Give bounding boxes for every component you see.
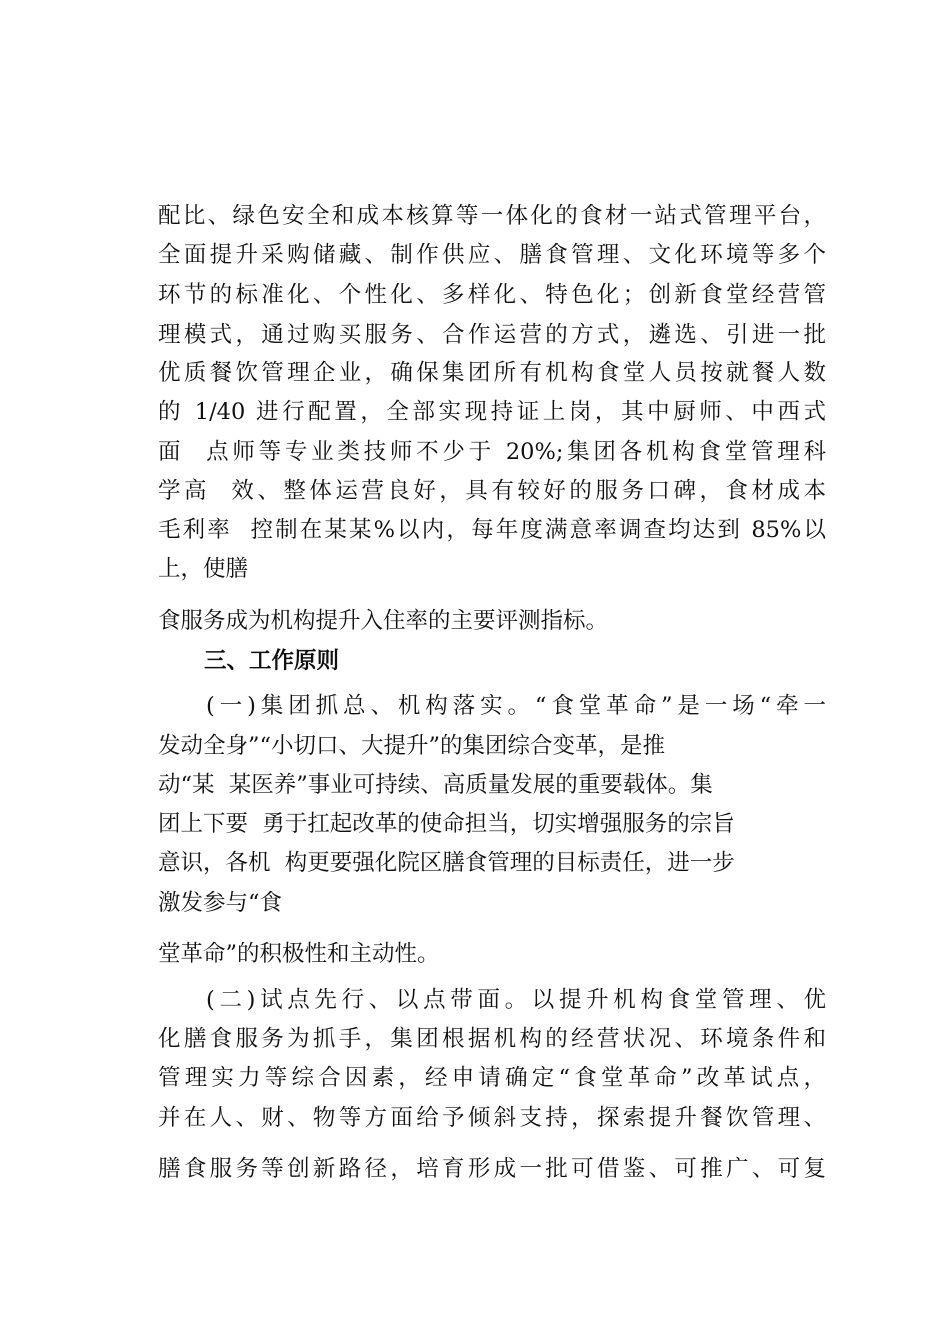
body-text-line: 环节的标准化、个性化、多样化、特色化；创新食堂经营管 [158, 282, 826, 308]
body-text-line: 食服务成为机构提升入住率的主要评测指标。 [158, 608, 609, 634]
body-text-line: 优质餐饮管理企业，确保集团所有机构食堂人员按就餐人数 [158, 360, 826, 386]
body-text-line: 学高 效、整体运营良好，具有较好的服务口碑，食材成本 [158, 478, 826, 504]
body-text-line: 毛利率 控制在某某%以内，每年度满意率调查均达到 85%以 [158, 517, 826, 543]
body-text-line: 动“某 某医养”事业可持续、高质量发展的重要载体。集 [158, 772, 713, 798]
body-text-line: 并在人、财、物等方面给予倾斜支持，探索提升餐饮管理、 [158, 1105, 826, 1131]
body-text-line: 理模式，通过购买服务、合作运营的方式，遴选、引进一批 [158, 322, 826, 348]
body-text-line: 激发参与“食 [158, 890, 283, 916]
body-text-line: 化膳食服务为抓手，集团根据机构的经营状况、环境条件和 [158, 1026, 826, 1052]
body-text-line: 团上下要 勇于扛起改革的使命担当，切实增强服务的宗旨 [158, 811, 735, 837]
body-text-line: 配比、绿色安全和成本核算等一体化的食材一站式管理平台， [158, 203, 826, 229]
body-text-line: 意识，各机 构更要强化院区膳食管理的目标责任，进一步 [158, 850, 735, 876]
body-text-line: 的 1/40 进行配置，全部实现持证上岗，其中厨师、中西式 [158, 399, 826, 425]
body-text-line: 面 点师等专业类技师不少于 20%;集团各机构食堂管理科 [158, 439, 826, 465]
body-text-line: 全面提升采购储藏、制作供应、膳食管理、文化环境等多个 [158, 242, 826, 268]
body-text-line: 上，使膳 [158, 556, 249, 582]
body-text-line: (二)试点先行、以点带面。以提升机构食堂管理、优 [206, 987, 826, 1013]
body-text-line: 管理实力等综合因素，经申请确定“食堂革命”改革试点， [158, 1065, 826, 1091]
body-text-line: (一)集团抓总、机构落实。“食堂革命”是一场“牵一 [206, 693, 826, 719]
section-heading: 三、工作原则 [204, 648, 340, 674]
body-text-line: 膳食服务等创新路径，培育形成一批可借鉴、可推广、可复 [158, 1156, 826, 1182]
body-text-line: 堂革命”的积极性和主动性。 [158, 941, 440, 967]
body-text-line: 发动全身”“小切口、大提升”的集团综合变革，是推 [158, 733, 666, 759]
